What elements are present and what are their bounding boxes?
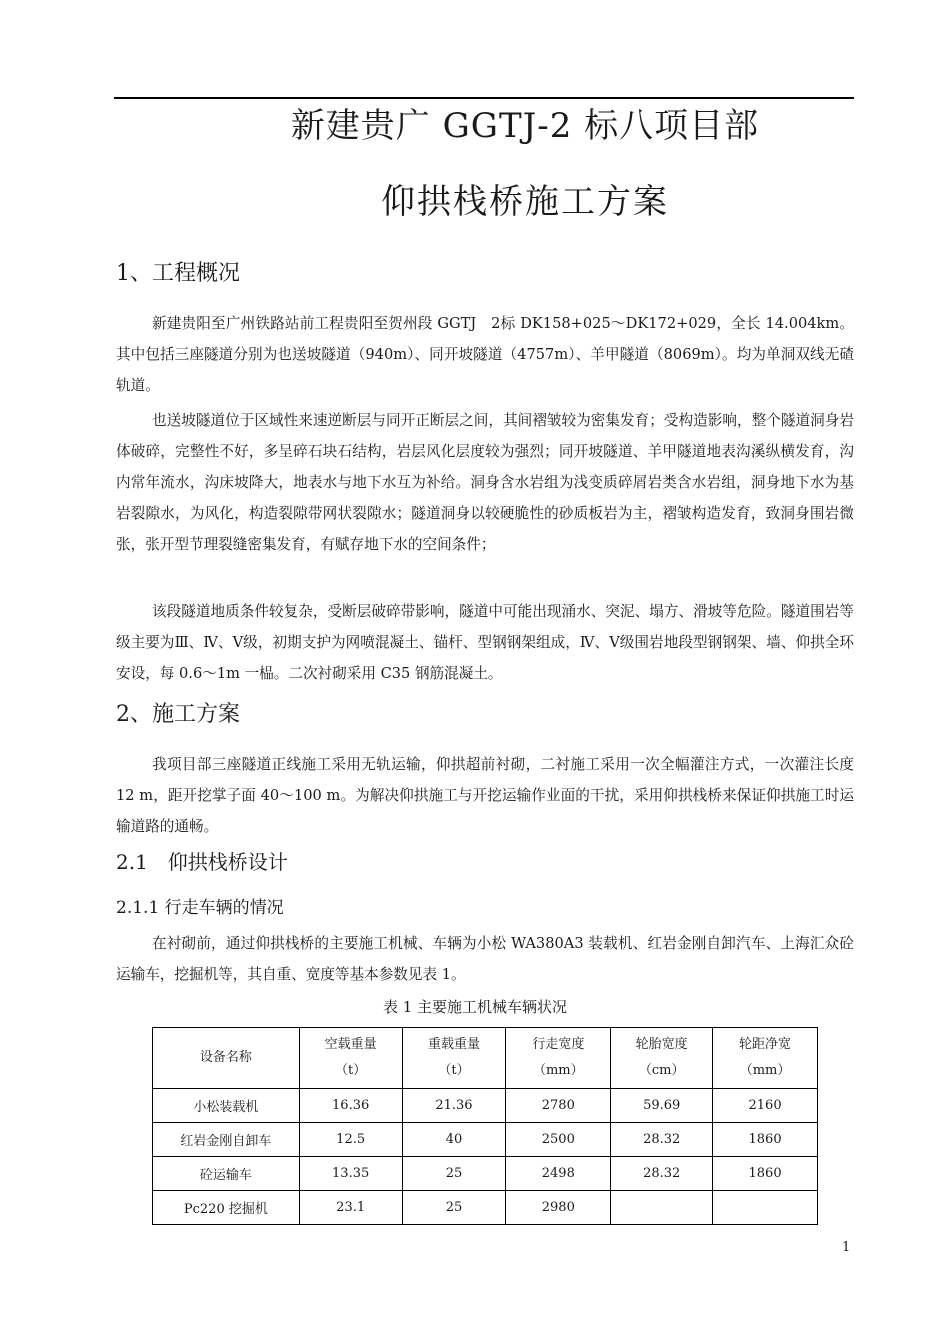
table-header-row xyxy=(153,1028,818,1089)
table-row xyxy=(153,1089,818,1123)
table-cell: 28.32 xyxy=(611,1123,713,1157)
table-cell: 12.5 xyxy=(299,1123,402,1157)
page-number: 1 xyxy=(842,1240,851,1255)
table-cell: 1860 xyxy=(713,1157,818,1191)
table-row xyxy=(153,1123,818,1157)
table-cell xyxy=(611,1191,713,1225)
section-2-paragraph: 我项目部三座隧道正线施工采用无轨运输，仰拱超前衬砌，二衬施工采用一次全幅灌注方式，一次灌注长度 12 m，距开挖掌子面 40～100 m。为解决仰拱施工与开挖运输作业面的干扰，采用仰拱栈桥来保证仰拱施工时运输道路的通畅。 xyxy=(116,756,854,835)
section-2-1-heading: 2.1 仰拱栈桥设计 xyxy=(116,850,288,874)
table-cell: 25 xyxy=(402,1157,506,1191)
table-cell: 59.69 xyxy=(611,1089,713,1123)
table-header-cell: 行走宽度 （mm） xyxy=(506,1028,611,1089)
table-cell xyxy=(713,1191,818,1225)
table-cell: 2780 xyxy=(506,1089,611,1123)
section-1-heading: 1、工程概况 xyxy=(116,261,240,286)
vehicle-spec-table xyxy=(152,1027,818,1225)
table-cell: 16.36 xyxy=(299,1089,402,1123)
table-header-cell: 重载重量 （t） xyxy=(402,1028,506,1089)
table-cell: 砼运输车 xyxy=(153,1157,300,1191)
document-title: 新建贵广 GGTJ-2 标八项目部 xyxy=(290,106,760,146)
section-1-paragraph-1: 新建贵阳至广州铁路站前工程贵阳至贺州段 GGTJ 2标 DK158+025～DK172+029，全长 14.004km。其中包括三座隧道分别为也送坡隧道（940m）、同开坡隧道（4757m）、羊甲隧道（8069m）。均为单洞双线无碴轨道。 xyxy=(116,315,854,394)
section-2-heading: 2、施工方案 xyxy=(116,702,240,727)
section-2-1-1-heading: 2.1.1 行走车辆的情况 xyxy=(116,898,284,918)
table-cell: 小松装载机 xyxy=(153,1089,300,1123)
table-header-cell: 设备名称 xyxy=(153,1028,300,1089)
table-caption: 表 1 主要施工机械车辆状况 xyxy=(382,998,568,1016)
section-1-paragraph-3: 该段隧道地质条件较复杂，受断层破碎带影响，隧道中可能出现涌水、突泥、塌方、滑坡等危险。隧道围岩等级主要为Ⅲ、Ⅳ、Ⅴ级，初期支护为网喷混凝土、锚杆、型钢钢架组成，Ⅳ、Ⅴ级围岩地段型钢钢架、墙、仰拱全环安设，每 0.6～1m 一榀。二次衬砌采用 C35 钢筋混凝土。 xyxy=(116,603,854,682)
table-header-cell: 空载重量 （t） xyxy=(299,1028,402,1089)
table-cell: 23.1 xyxy=(299,1191,402,1225)
table-cell: 21.36 xyxy=(402,1089,506,1123)
table-cell: 红岩金刚自卸车 xyxy=(153,1123,300,1157)
table-cell: 2498 xyxy=(506,1157,611,1191)
table-cell: 28.32 xyxy=(611,1157,713,1191)
table-header-cell: 轮胎宽度 （cm） xyxy=(611,1028,713,1089)
table-header-cell: 轮距净宽 （mm） xyxy=(713,1028,818,1089)
table-cell: 1860 xyxy=(713,1123,818,1157)
table-cell: 2500 xyxy=(506,1123,611,1157)
table-cell: 40 xyxy=(402,1123,506,1157)
table-cell: 2160 xyxy=(713,1089,818,1123)
table-cell: 25 xyxy=(402,1191,506,1225)
section-2-1-1-paragraph: 在衬砌前，通过仰拱栈桥的主要施工机械、车辆为小松 WA380A3 装载机、红岩金刚自卸汽车、上海汇众砼运输车，挖掘机等，其自重、宽度等基本参数见表 1。 xyxy=(116,935,854,983)
table-cell: 2980 xyxy=(506,1191,611,1225)
document-subtitle: 仰拱栈桥施工方案 xyxy=(381,182,669,222)
table-row xyxy=(153,1191,818,1225)
table-cell: 13.35 xyxy=(299,1157,402,1191)
table-row xyxy=(153,1157,818,1191)
section-1-paragraph-2: 也送坡隧道位于区域性来速逆断层与同开正断层之间，其间褶皱较为密集发育；受构造影响，整个隧道洞身岩体破碎，完整性不好，多呈碎石块石结构，岩层风化层度较为强烈；同开坡隧道、羊甲隧道地表沟溪纵横发育，沟内常年流水，沟床坡降大，地表水与地下水互为补给。洞身含水岩组为浅变质碎屑岩类含水岩组，洞身地下水为基岩裂隙水，为风化，构造裂隙带网状裂隙水；隧道洞身以较硬脆性的砂质板岩为主，褶皱构造发育，致洞身围岩微张，张开型节理裂缝密集发育，有赋存地下水的空间条件； xyxy=(116,412,854,553)
table-cell: Pc220 挖掘机 xyxy=(153,1191,300,1225)
